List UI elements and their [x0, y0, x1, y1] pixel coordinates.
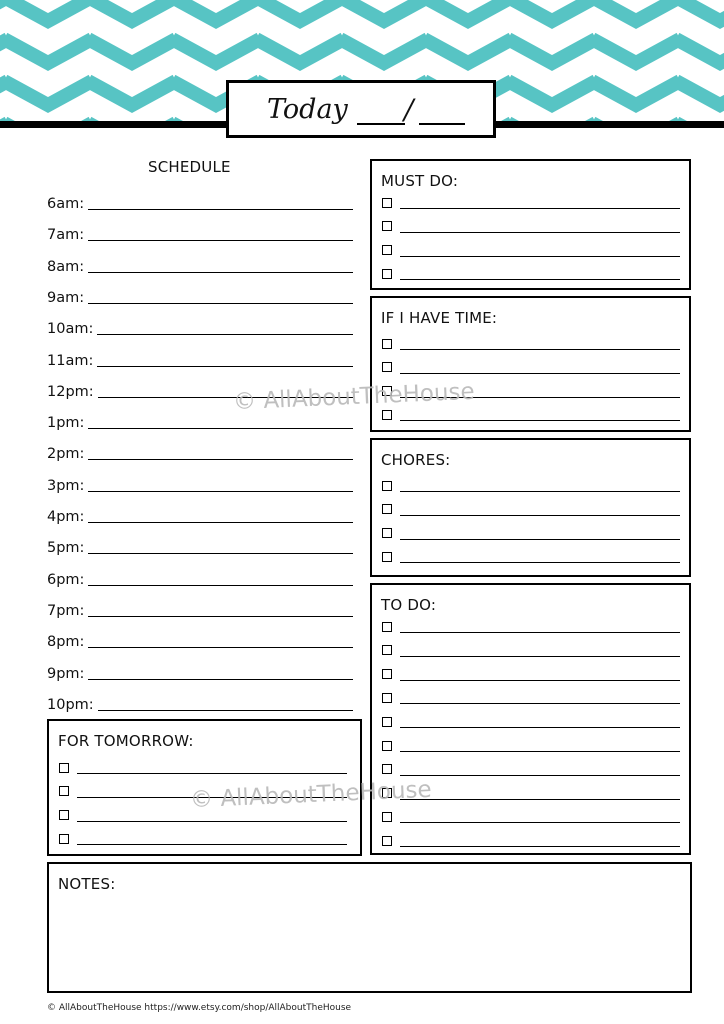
schedule-slot-label: 8pm: [47, 634, 85, 651]
schedule-slot [47, 534, 353, 556]
schedule-heading: SCHEDULE [148, 158, 231, 176]
watermark: © AllAboutTheHouse [232, 378, 476, 416]
schedule-slot-label: 8am: [47, 258, 85, 275]
schedule-write-line[interactable] [97, 366, 353, 367]
checklist-item [59, 832, 347, 845]
checkbox-icon[interactable] [59, 786, 69, 796]
must-do-title: MUST DO: [381, 172, 459, 190]
checkbox-icon[interactable] [382, 669, 392, 679]
checklist-write-line[interactable] [400, 539, 680, 540]
schedule-write-line[interactable] [88, 585, 353, 586]
checklist-write-line[interactable] [400, 491, 680, 492]
schedule-write-line[interactable] [88, 522, 353, 523]
checklist-item [382, 715, 680, 728]
schedule-slot [47, 284, 353, 306]
checklist-item [382, 550, 680, 563]
checklist-item [382, 196, 680, 209]
schedule-write-line[interactable] [88, 491, 353, 492]
schedule-slot-label: 10am: [47, 321, 94, 338]
checklist-write-line[interactable] [77, 821, 347, 822]
to-do-title: TO DO: [381, 596, 437, 614]
schedule-slot [47, 253, 353, 275]
schedule-write-line[interactable] [88, 679, 353, 680]
schedule-slot-label: 12pm: [47, 383, 94, 400]
schedule-slot-label: 1pm: [47, 415, 85, 432]
checklist-write-line[interactable] [400, 208, 680, 209]
checklist-write-line[interactable] [400, 727, 680, 728]
schedule-slot [47, 691, 353, 713]
checklist-write-line[interactable] [400, 349, 680, 350]
watermark: © AllAboutTheHouse [189, 776, 433, 814]
checkbox-icon[interactable] [59, 810, 69, 820]
checkbox-icon[interactable] [59, 834, 69, 844]
schedule-slot-label: 7am: [47, 227, 85, 244]
checklist-item [382, 691, 680, 704]
to-do-panel [370, 583, 691, 855]
checkbox-icon[interactable] [382, 221, 392, 231]
checklist-write-line[interactable] [400, 822, 680, 823]
schedule-slot [47, 190, 353, 212]
schedule-slot [47, 221, 353, 243]
schedule-slot-label: 2pm: [47, 446, 85, 463]
schedule-slot [47, 347, 353, 369]
schedule-slot [47, 597, 353, 619]
schedule-slot [47, 472, 353, 494]
date-blank-day [419, 123, 465, 125]
checkbox-icon[interactable] [382, 693, 392, 703]
checkbox-icon[interactable] [382, 481, 392, 491]
checklist-item [59, 761, 347, 774]
checklist-write-line[interactable] [400, 680, 680, 681]
checklist-write-line[interactable] [400, 515, 680, 516]
checklist-write-line[interactable] [400, 632, 680, 633]
schedule-slot-label: 4pm: [47, 509, 85, 525]
checklist-item [382, 337, 680, 350]
schedule-slot [47, 503, 353, 525]
checklist-write-line[interactable] [400, 846, 680, 847]
checklist-write-line[interactable] [400, 279, 680, 280]
checklist-item [382, 479, 680, 492]
date-blank-month [357, 123, 405, 125]
checklist-item [382, 361, 680, 374]
schedule-write-line[interactable] [88, 240, 353, 241]
schedule-write-line[interactable] [88, 647, 353, 648]
schedule-slot-label: 10pm: [47, 696, 94, 713]
checkbox-icon[interactable] [382, 362, 392, 372]
schedule-slot-label: 5pm: [47, 540, 85, 557]
checklist-item [382, 408, 680, 421]
checkbox-icon[interactable] [59, 763, 69, 773]
schedule-slot-label: 6pm: [47, 571, 85, 588]
checklist-item [382, 644, 680, 657]
checkbox-icon[interactable] [382, 269, 392, 279]
checklist-write-line[interactable] [77, 773, 347, 774]
schedule-slot [47, 566, 353, 588]
checklist-item [382, 668, 680, 681]
checklist-write-line[interactable] [400, 562, 680, 563]
schedule-write-line[interactable] [88, 303, 353, 304]
schedule-write-line[interactable] [88, 616, 353, 617]
schedule-write-line[interactable] [88, 209, 353, 210]
for-tomorrow-title: FOR TOMORROW: [58, 732, 194, 750]
checklist-write-line[interactable] [400, 256, 680, 257]
checkbox-icon[interactable] [382, 198, 392, 208]
checklist-item [382, 620, 680, 633]
footer-credit: © AllAboutTheHouse https://www.etsy.com/shop/AllAboutTheHouse [47, 1003, 352, 1013]
checklist-item [382, 244, 680, 257]
if-i-have-time-title: IF I HAVE TIME: [381, 309, 498, 327]
schedule-slot [47, 628, 353, 650]
checklist-item [382, 739, 680, 752]
checklist-write-line[interactable] [400, 656, 680, 657]
checkbox-icon[interactable] [382, 552, 392, 562]
checkbox-icon[interactable] [382, 528, 392, 538]
page-title: Today [267, 93, 348, 125]
schedule-slot-label: 9pm: [47, 665, 85, 682]
checklist-write-line[interactable] [400, 232, 680, 233]
schedule-slot-label: 9am: [47, 289, 85, 306]
checklist-write-line[interactable] [400, 420, 680, 421]
schedule-slot-label: 11am: [47, 352, 94, 369]
schedule-slot-label: 6am: [47, 196, 85, 212]
checklist-write-line[interactable] [400, 775, 680, 776]
checklist-item [382, 763, 680, 776]
checkbox-icon[interactable] [382, 622, 392, 632]
checkbox-icon[interactable] [382, 410, 392, 420]
schedule-slot-label: 3pm: [47, 477, 85, 494]
schedule-slot [47, 660, 353, 682]
chores-panel [370, 438, 691, 577]
if-i-have-time-panel [370, 296, 691, 432]
checklist-item [382, 220, 680, 233]
checklist-item [382, 503, 680, 516]
schedule-slot [47, 440, 353, 462]
checklist-write-line[interactable] [400, 799, 680, 800]
schedule-slot [47, 315, 353, 337]
checkbox-icon[interactable] [382, 504, 392, 514]
checkbox-icon[interactable] [382, 836, 392, 846]
notes-title: NOTES: [58, 875, 116, 893]
checklist-write-line[interactable] [400, 751, 680, 752]
schedule-write-line[interactable] [88, 459, 353, 460]
schedule-slot [47, 409, 353, 431]
checkbox-icon[interactable] [382, 764, 392, 774]
schedule-write-line[interactable] [88, 272, 353, 273]
checklist-item [382, 810, 680, 823]
schedule-write-line[interactable] [98, 710, 353, 711]
schedule-write-line[interactable] [88, 428, 353, 429]
schedule-write-line[interactable] [88, 553, 353, 554]
schedule-write-line[interactable] [97, 334, 353, 335]
checklist-item [382, 527, 680, 540]
notes-panel [47, 862, 692, 993]
checkbox-icon[interactable] [382, 339, 392, 349]
checkbox-icon[interactable] [382, 812, 392, 822]
checklist-item [382, 267, 680, 280]
checkbox-icon[interactable] [382, 245, 392, 255]
title-box [226, 80, 496, 138]
date-separator: / [404, 93, 414, 126]
schedule-slot-label: 7pm: [47, 602, 85, 619]
checklist-item [382, 834, 680, 847]
must-do-panel [370, 159, 691, 290]
checklist-write-line[interactable] [400, 373, 680, 374]
checklist-write-line[interactable] [77, 844, 347, 845]
checklist-write-line[interactable] [400, 703, 680, 704]
checkbox-icon[interactable] [382, 645, 392, 655]
checkbox-icon[interactable] [382, 741, 392, 751]
checkbox-icon[interactable] [382, 717, 392, 727]
chores-title: CHORES: [381, 451, 451, 469]
